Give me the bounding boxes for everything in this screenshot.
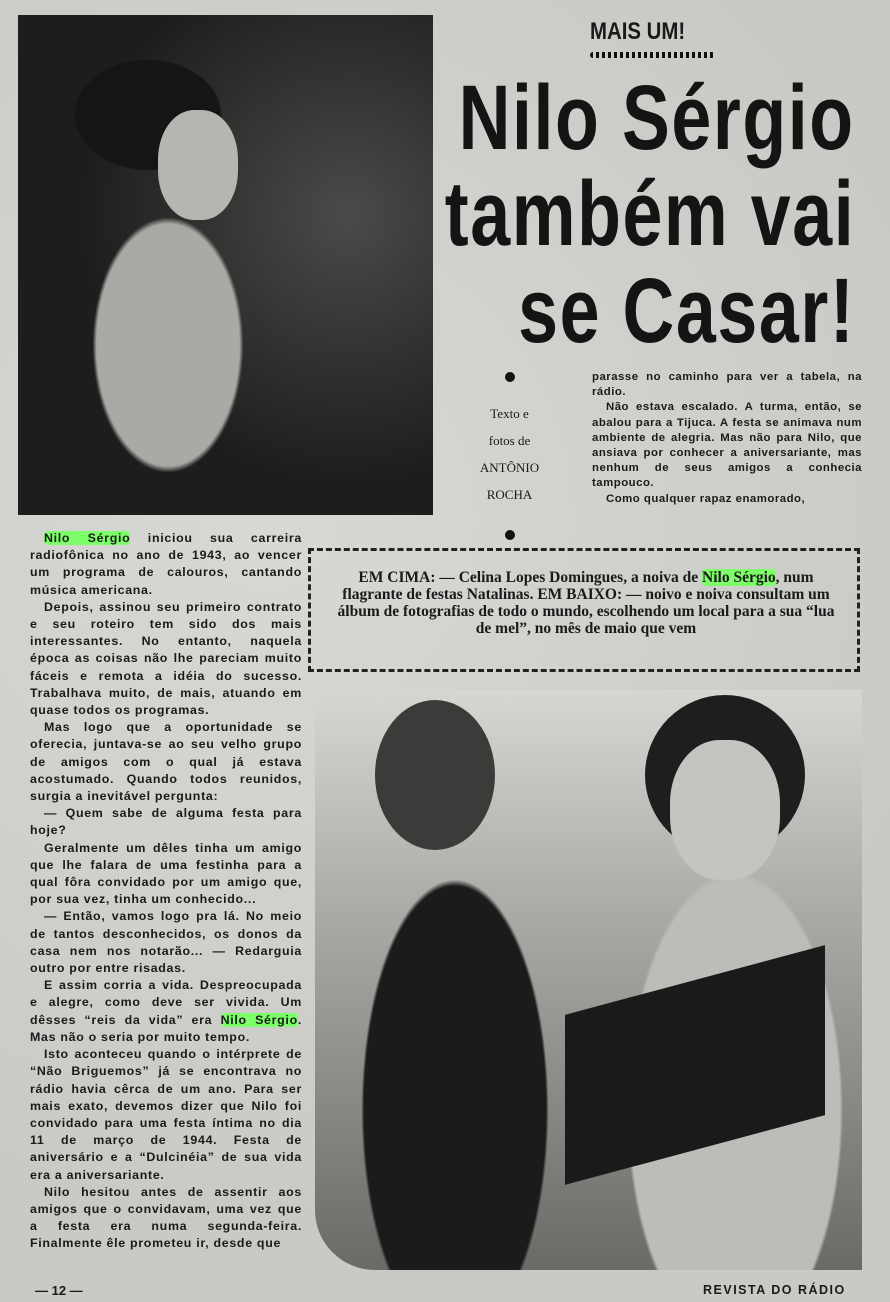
caption-text: EM CIMA: — Celina Lopes Domingues, a noiva de (358, 569, 699, 586)
photo-celina-christmas (18, 15, 433, 515)
highlighted-name: Nilo Sérgio (220, 1012, 298, 1027)
photo-man (375, 700, 495, 850)
left-column-text (30, 530, 302, 1253)
byline-author: ANTÔNIO (479, 460, 540, 475)
paragraph: Isto aconteceu quando o intérprete de “Não Briguemos” já se encontrava no rádio havia cêrca de um ano. Para ser mais exato, devemos dizer que Nilo foi convidado para uma festa íntima no dia 11 de março de 1944. Festa de aniversário e a “Dulcinéia” de sua vida era a aniversariante. (30, 1047, 302, 1182)
byline-author: ROCHA (486, 487, 533, 502)
photo-caption-box (308, 548, 860, 672)
paragraph (30, 977, 302, 1046)
paragraph: Mas logo que a oportunidade se oferecia, juntava-se ao seu velho grupo de amigos com o qual já estava acostumado. Quando todos reunidos, surgia a inevitável pergunta: (30, 720, 302, 804)
kicker-underline (590, 52, 715, 58)
page-number: — 12 — (35, 1283, 83, 1298)
paragraph-text: iniciou sua carreira radiofônica no ano de 1943, ao vencer um programa de calouros, cantando música americana. (30, 531, 302, 597)
paragraph: — Quem sabe de alguma festa para hoje? (30, 806, 302, 838)
magazine-name: REVISTA DO RÁDIO (703, 1283, 846, 1297)
byline-line: Texto e (490, 406, 529, 421)
kicker: MAIS UM! (590, 18, 686, 45)
highlighted-name: Nilo Sérgio (702, 569, 776, 586)
highlighted-name: Nilo Sérgio (44, 531, 131, 545)
headline-line-2: também vai (444, 163, 855, 265)
byline-line: fotos de (488, 433, 531, 448)
paragraph: — Então, vamos logo pra lá. No meio de tantos desconhecidos, os donos da casa nem nos notarão... — Redarguia outro por entre risadas. (30, 909, 302, 976)
bullet-dot (505, 530, 515, 540)
caption-text: , num flagrante de festas Natalinas. EM BAIXO: — noivo e noiva consultam um álbum de fotografias de todo o mundo, escolhendo um local para a sua “lua de mel”, no mês de maio que vem (337, 569, 835, 637)
paragraph: Geralmente um dêles tinha um amigo que lhe falara de uma festinha para a qual fôra convidado por um amigo que, por sua vez, tinha um conhecido... (30, 840, 302, 907)
paragraph (30, 530, 302, 599)
right-column-text (592, 370, 862, 507)
photo-album (565, 945, 825, 1185)
photo-woman-face (670, 740, 780, 880)
paragraph: Como qualquer rapaz enamorado, (606, 492, 806, 505)
bullet-dot (505, 372, 515, 382)
byline (462, 400, 557, 508)
photo-face (158, 110, 238, 220)
paragraph: Depois, assinou seu primeiro contrato e seu roteiro tem sido dos mais interessantes. No entanto, naquela época as coisas não lhe pareciam muito fáceis e remota a idéia do sucesso. Trabalhava muito, de mais, atuando em quase todos os programas. (30, 599, 302, 718)
paragraph-text: . Mas não o seria por muito tempo. (30, 1012, 303, 1044)
headline-line-3: se Casar! (517, 260, 855, 362)
photo-couple-album (315, 690, 862, 1270)
paragraph: Não estava escalado. A turma, então, se abalou para a Tijuca. A festa se animava num ambiente de alegria. Mas não para Nilo, que ansiava por conhecer a aniversariante, mas nenhum de seus amigos a conhecia tampouco. (592, 401, 862, 490)
paragraph: parasse no caminho para ver a tabela, na rádio. (592, 371, 862, 399)
paragraph: Nilo hesitou antes de assentir aos amigos que o convidavam, uma vez que a festa era numa segunda-feira. Finalmente êle prometeu ir, desde que (30, 1184, 302, 1251)
paragraph-text: E assim corria a vida. Despreocupada e alegre, como deve ser vivida. Um dêsses “reis da vida” era (30, 978, 302, 1027)
headline-line-1: Nilo Sérgio (459, 67, 855, 169)
